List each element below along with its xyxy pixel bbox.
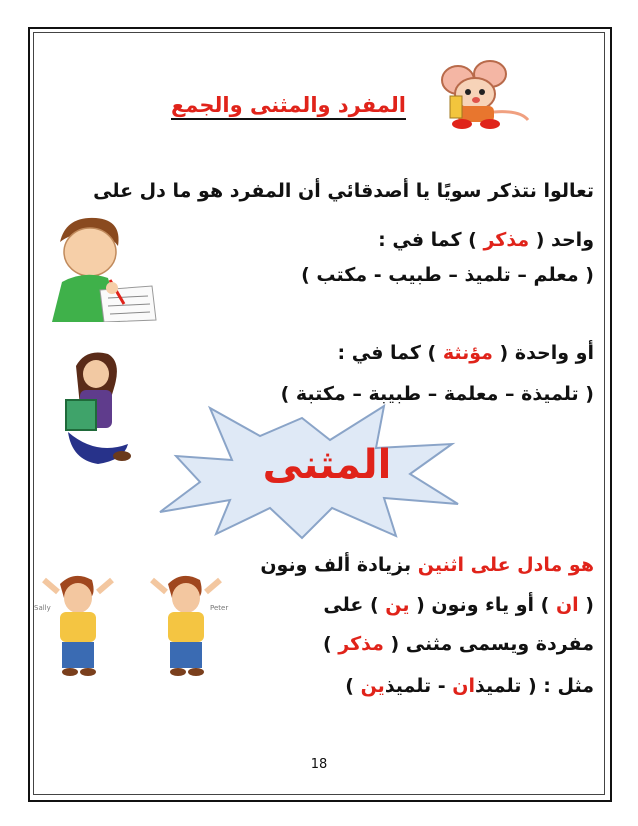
page-number: 18: [310, 757, 328, 772]
feminine-line-1: أو واحدة ( مؤنثة ) كما في :: [337, 342, 594, 364]
feminine-examples: ( تلميذة – معلمة – طبيبة – مكتبة ): [280, 383, 594, 405]
girl-reading-illustration: [58, 348, 136, 466]
masculine-term: مذكر: [483, 229, 530, 251]
dual-definition: هو مادل على اثنين بزيادة ألف ونون: [260, 554, 594, 576]
feminine-term: مؤنثة: [442, 342, 493, 364]
intro-line-2: واحد ( مذكر ) كما في :: [378, 229, 594, 251]
twin-boys-illustration: [34, 570, 234, 680]
intro-examples: ( معلم – تلميذ – طبيب - مكتب ): [301, 264, 594, 286]
dual-suffixes: ( ان ) أو ياء ونون ( ين ) على: [323, 594, 594, 616]
dual-heading: المثنى: [262, 442, 392, 488]
intro-line-1: تعالوا نتذكر سويًا يا أصدقائي أن المفرد هو ما دل على: [93, 180, 594, 202]
svg-text:Peter: Peter: [210, 604, 229, 612]
svg-text:Sally: Sally: [34, 604, 51, 612]
dual-example: مثل : ( تلميذان - تلميذين ): [345, 675, 594, 697]
page-title: المفرد والمثنى والجمع: [171, 93, 406, 120]
boy-writing-illustration: [48, 212, 158, 322]
dual-singular-note: مفردة ويسمى مثنى ( مذكر ): [322, 633, 594, 655]
mouse-character-illustration: [428, 60, 538, 130]
